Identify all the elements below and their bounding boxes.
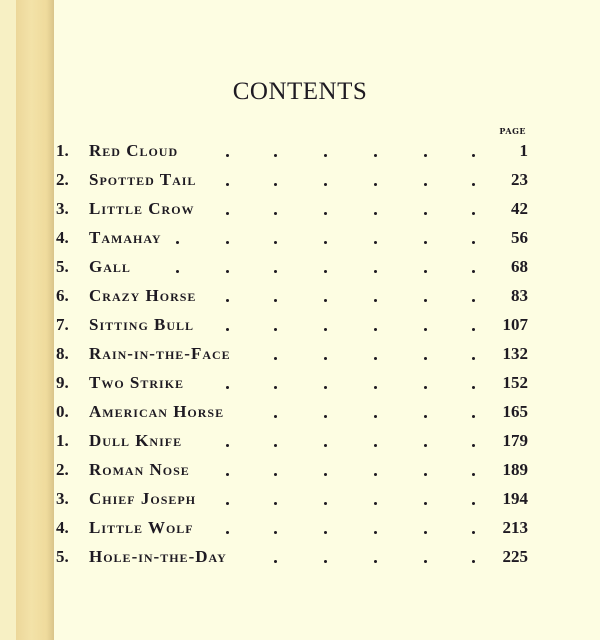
leader-dot [274,299,277,302]
leader-dot [424,357,427,360]
leader-dot [424,415,427,418]
toc-entry[interactable] [56,170,528,194]
entry-number: 3. [56,489,69,508]
leader-dot [472,531,475,534]
leader-dot [472,212,475,215]
entry-title: Two Strike [89,373,190,393]
leader-dot [324,473,327,476]
leader-dot [472,299,475,302]
leader-dot [374,473,377,476]
toc-entry[interactable] [56,489,528,513]
entry-page-number: 194 [502,489,528,508]
entry-title: Crazy Horse [89,286,202,306]
toc-entry[interactable] [56,518,528,542]
entry-page-number: 1 [519,141,528,160]
entry-page-number: 56 [511,228,528,247]
leader-dot [374,183,377,186]
leader-dot [324,444,327,447]
leader-dot [274,444,277,447]
entry-page-number: 179 [502,431,528,450]
toc-entry[interactable] [56,199,528,223]
leader-dot [324,502,327,505]
leader-dot [424,386,427,389]
toc-entry[interactable] [56,286,528,310]
leader-dot [374,241,377,244]
entry-number: 6. [56,286,69,305]
entry-number: 3. [56,199,69,218]
leader-dot [424,444,427,447]
entry-page-number: 213 [502,518,528,537]
entry-page-number: 189 [502,460,528,479]
entry-title: Gall [89,257,137,277]
leader-dot [226,502,229,505]
entry-page-number: 107 [502,315,528,334]
toc-entry[interactable] [56,344,528,368]
leader-dot [424,212,427,215]
leader-dot [324,299,327,302]
toc-entry[interactable] [56,431,528,455]
toc-entry[interactable] [56,257,528,281]
leader-dot [274,183,277,186]
leader-dot [226,299,229,302]
leader-dot [324,328,327,331]
leader-dot [226,183,229,186]
leader-dot [472,270,475,273]
leader-dot [472,560,475,563]
leader-dot [324,154,327,157]
leader-dot [274,386,277,389]
entry-page-number: 68 [511,257,528,276]
toc-entry[interactable] [56,315,528,339]
leader-dot [226,386,229,389]
entry-number: 4. [56,518,69,537]
leader-dot [324,386,327,389]
leader-dot [472,386,475,389]
leader-dot [324,241,327,244]
leader-dot [472,502,475,505]
leader-dot [374,531,377,534]
toc-entry[interactable] [56,141,528,165]
leader-dot [274,473,277,476]
leader-dot [472,328,475,331]
leader-dot [274,241,277,244]
entry-page-number: 225 [502,547,528,566]
leader-dot [324,531,327,534]
leader-dot [176,270,179,273]
leader-dot [472,183,475,186]
leader-dot [374,415,377,418]
leader-dot [424,531,427,534]
leader-dot [424,183,427,186]
leader-dot [226,212,229,215]
toc-entry[interactable] [56,228,528,252]
leader-dot [374,502,377,505]
leader-dot [424,299,427,302]
leader-dot [424,241,427,244]
entry-page-number: 83 [511,286,528,305]
leader-dot [472,241,475,244]
leader-dot [226,154,229,157]
entry-number: 7. [56,315,69,334]
leader-dot [274,154,277,157]
leader-dot [472,473,475,476]
leader-dot [424,473,427,476]
leader-dot [274,328,277,331]
leader-dot [424,154,427,157]
entry-number: 1. [56,141,69,160]
entry-number: 2. [56,170,69,189]
leader-dot [374,560,377,563]
entry-page-number: 132 [502,344,528,363]
entry-title: Little Wolf [89,518,200,538]
entry-title: Dull Knife [89,431,188,451]
leader-dot [472,444,475,447]
entry-number: 4. [56,228,69,247]
entry-title: Chief Joseph [89,489,202,509]
page-title: CONTENTS [232,78,368,105]
leader-dot [374,386,377,389]
entry-title: Tamahay [89,228,168,248]
entry-title: Rain-in-the-Face [89,344,237,364]
leader-dot [324,212,327,215]
entry-title: Red Cloud [89,141,184,161]
leader-dot [424,560,427,563]
leader-dot [472,357,475,360]
entry-number: 0. [56,402,69,421]
leader-dot [226,531,229,534]
leader-dot [274,415,277,418]
leader-dot [226,241,229,244]
entry-title: Sitting Bull [89,315,200,335]
entry-page-number: 42 [511,199,528,218]
toc-entry[interactable] [56,402,528,426]
leader-dot [472,154,475,157]
leader-dot [324,560,327,563]
leader-dot [226,444,229,447]
leader-dot [274,357,277,360]
leader-dot [374,270,377,273]
leader-dot [374,444,377,447]
entry-page-number: 152 [502,373,528,392]
leader-dot [226,473,229,476]
entry-page-number: 165 [502,402,528,421]
entry-title: American Horse [89,402,230,422]
leader-dot [324,415,327,418]
leader-dot [424,270,427,273]
entry-number: 8. [56,344,69,363]
leader-dot [424,502,427,505]
leader-dot [374,328,377,331]
leader-dot [274,270,277,273]
entry-number: 1. [56,431,69,450]
leader-dot [274,560,277,563]
entry-title: Little Crow [89,199,201,219]
entry-number: 9. [56,373,69,392]
leader-dot [274,531,277,534]
entry-title: Hole-in-the-Day [89,547,233,567]
leader-dot [374,299,377,302]
leader-dot [274,502,277,505]
toc-entry[interactable] [56,460,528,484]
entry-number: 5. [56,257,69,276]
leader-dot [472,415,475,418]
leader-dot [324,270,327,273]
leader-dot [176,241,179,244]
entry-number: 2. [56,460,69,479]
leader-dot [324,357,327,360]
toc-entry[interactable] [56,373,528,397]
page-column-header: PAGE [499,126,526,136]
leader-dot [324,183,327,186]
leader-dot [226,270,229,273]
entry-number: 5. [56,547,69,566]
leader-dot [374,212,377,215]
leader-dot [274,212,277,215]
entry-title: Roman Nose [89,460,196,480]
entry-page-number: 23 [511,170,528,189]
leader-dot [226,328,229,331]
leader-dot [424,328,427,331]
leader-dot [374,357,377,360]
entry-title: Spotted Tail [89,170,202,190]
toc-entry[interactable] [56,547,528,571]
leader-dot [374,154,377,157]
